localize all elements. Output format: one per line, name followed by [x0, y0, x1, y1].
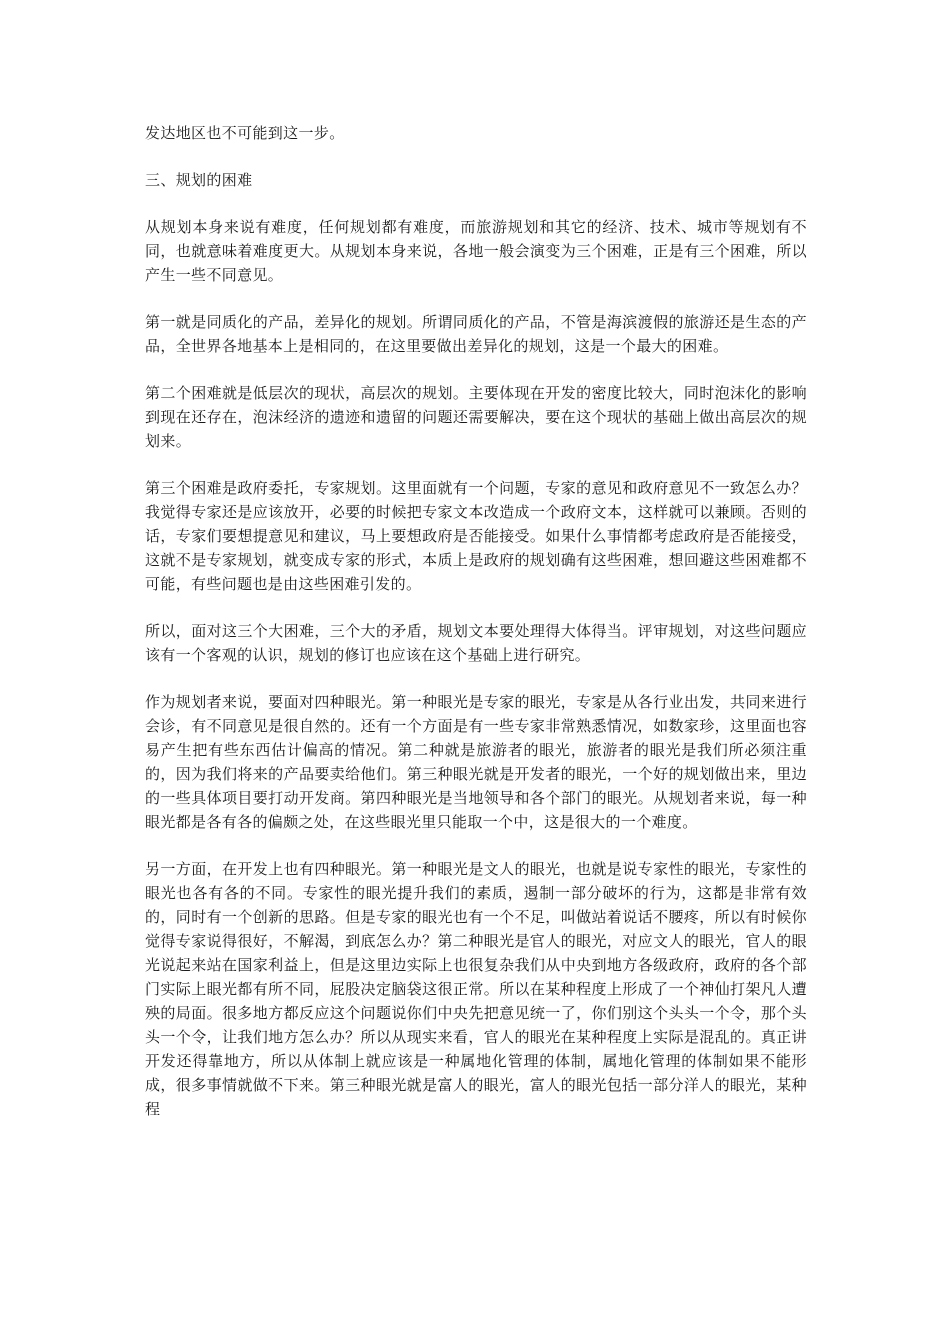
paragraph-second-difficulty: 第二个困难就是低层次的现状，高层次的规划。主要体现在开发的密度比较大，同时泡沫化的影响到现在还存在，泡沫经济的遗迹和遗留的问题还需要解决，要在这个现状的基础上做出高层次的规划来。: [145, 384, 807, 450]
paragraph-four-perspectives-planner: 作为规划者来说，要面对四种眼光。第一种眼光是专家的眼光，专家是从各行业出发，共同来进行会诊，有不同意见是很自然的。还有一个方面是有一些专家非常熟悉情况，如数家珍，这里面也容易产生把有些东西估计偏高的情况。第二种就是旅游者的眼光，旅游者的眼光是我们所必须注重的，因为我们将来的产品要卖给他们。第三种眼光就是开发者的眼光，一个好的规划做出来，里边的一些具体项目要打动开发商。第四种眼光是当地领导和各个部门的眼光。从规划者来说，每一种眼光都是各有各的偏颇之处，在这些眼光里只能取一个中，这是很大的一个难度。: [145, 693, 807, 831]
paragraph-four-perspectives-development: 另一方面，在开发上也有四种眼光。第一种眼光是文人的眼光，也就是说专家性的眼光，专家性的眼光也各有各的不同。专家性的眼光提升我们的素质，遏制一部分破坏的行为，这都是非常有效的，同时有一个创新的思路。但是专家的眼光也有一个不足，叫做站着说话不腰疼，所以有时候你觉得专家说得很好，不解渴，到底怎么办？第二种眼光是官人的眼光，对应文人的眼光，官人的眼光说起来站在国家利益上，但是这里边实际上也很复杂我们从中央到地方各级政府，政府的各个部门实际上眼光都有所不同，屁股决定脑袋这很正常。所以在某种程度上形成了一个神仙打架凡人遭殃的局面。很多地方都反应这个问题说你们中央先把意见统一了，你们别这个头头一个令，那个头头一个令，让我们地方怎么办？所以从现实来看，官人的眼光在某种程度上实际是混乱的。真正讲开发还得靠地方，所以从体制上就应该是一种属地化管理的体制，属地化管理的体制如果不能形成，很多事情就做不下来。第三种眼光就是富人的眼光，富人的眼光包括一部分洋人的眼光，某种程: [145, 860, 807, 1118]
paragraph-third-difficulty: 第三个困难是政府委托，专家规划。这里面就有一个问题，专家的意见和政府意见不一致怎么办？我觉得专家还是应该放开，必要的时候把专家文本改造成一个政府文本，这样就可以兼顾。否则的话，专家们要想提意见和建议，马上要想政府是否能接受。如果什么事情都考虑政府是否能接受，这就不是专家规划，就变成专家的形式，本质上是政府的规划确有这些困难，想回避这些困难都不可能，有些问题也是由这些困难引发的。: [145, 479, 807, 593]
paragraph-conclusion: 所以，面对这三个大困难，三个大的矛盾，规划文本要处理得大体得当。评审规划，对这些问题应该有一个客观的认识，规划的修订也应该在这个基础上进行研究。: [145, 622, 807, 664]
paragraph-first-difficulty: 第一就是同质化的产品，差异化的规划。所谓同质化的产品，不管是海滨渡假的旅游还是生态的产品，全世界各地基本上是相同的，在这里要做出差异化的规划，这是一个最大的困难。: [145, 313, 807, 355]
paragraph-planning-difficulty: 从规划本身来说有难度，任何规划都有难度，而旅游规划和其它的经济、技术、城市等规划有不同，也就意味着难度更大。从规划本身来说，各地一般会演变为三个困难，正是有三个困难，所以产生一些不同意见。: [145, 218, 807, 284]
paragraph-continuation: 发达地区也不可能到这一步。: [145, 124, 345, 142]
section-heading: 三、规划的困难: [145, 171, 253, 189]
document-page: [145, 121, 807, 1144]
